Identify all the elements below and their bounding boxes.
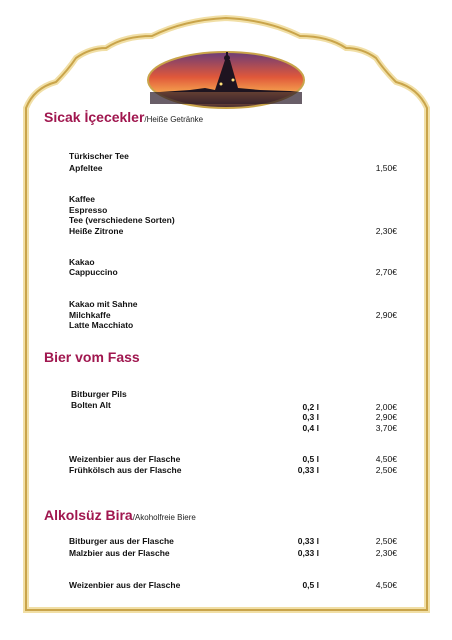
menu-quantity: 0,3 l	[302, 412, 319, 422]
menu-price: 2,30€	[375, 226, 397, 236]
menu-price: 4,50€	[375, 454, 397, 464]
menu-quantity: 0,2 l	[302, 402, 319, 412]
section-title: Bier vom Fass	[44, 349, 140, 365]
section-title: Alkolsüz Bira	[44, 507, 133, 523]
menu-quantity: 0,4 l	[302, 423, 319, 433]
section-non-alcoholic-title	[44, 507, 196, 525]
menu-item: Espresso	[69, 205, 108, 215]
section-title: Sicak İçecekler	[44, 109, 145, 125]
menu-item: Apfeltee	[69, 163, 103, 173]
menu-item: Malzbier aus der Flasche	[69, 548, 170, 558]
menu-item: Bolten Alt	[71, 400, 111, 410]
menu-price: 2,90€	[375, 310, 397, 320]
menu-item: Frühkölsch aus der Flasche	[69, 465, 182, 475]
section-draft-beer-title	[44, 349, 140, 367]
menu-item: Weizenbier aus der Flasche	[69, 580, 181, 590]
menu-item: Weizenbier aus der Flasche	[69, 454, 181, 464]
menu-item: Bitburger Pils	[71, 389, 127, 399]
menu-item: Latte Macchiato	[69, 320, 134, 330]
menu-item: Tee (verschiedene Sorten)	[69, 215, 175, 225]
section-subtitle: /Akoholfreie Biere	[132, 513, 196, 522]
menu-price: 2,50€	[375, 465, 397, 475]
menu-quantity: 0,5 l	[302, 454, 319, 464]
menu-price: 4,50€	[375, 580, 397, 590]
menu-price: 2,70€	[375, 267, 397, 277]
menu-item: Milchkaffe	[69, 310, 111, 320]
menu-price: 2,00€	[375, 402, 397, 412]
menu-quantity: 0,33 l	[297, 548, 319, 558]
maiden-tower-picture	[148, 52, 304, 108]
section-hot-drinks-title	[44, 109, 203, 127]
menu-price: 2,90€	[375, 412, 397, 422]
menu-item: Cappuccino	[69, 267, 118, 277]
menu-item: Kaffee	[69, 194, 95, 204]
menu-quantity: 0,33 l	[297, 536, 319, 546]
menu-item: Kakao mit Sahne	[69, 299, 138, 309]
menu-price: 1,50€	[375, 163, 397, 173]
menu-item: Heiße Zitrone	[69, 226, 124, 236]
menu-item: Bitburger aus der Flasche	[69, 536, 174, 546]
menu-quantity: 0,33 l	[297, 465, 319, 475]
menu-item: Kakao	[69, 257, 95, 267]
menu-price: 2,50€	[375, 536, 397, 546]
section-subtitle: /Heiße Getränke	[144, 115, 204, 124]
menu-price: 3,70€	[375, 423, 397, 433]
menu-item: Türkischer Tee	[69, 151, 129, 161]
menu-quantity: 0,5 l	[302, 580, 319, 590]
menu-price: 2,30€	[375, 548, 397, 558]
